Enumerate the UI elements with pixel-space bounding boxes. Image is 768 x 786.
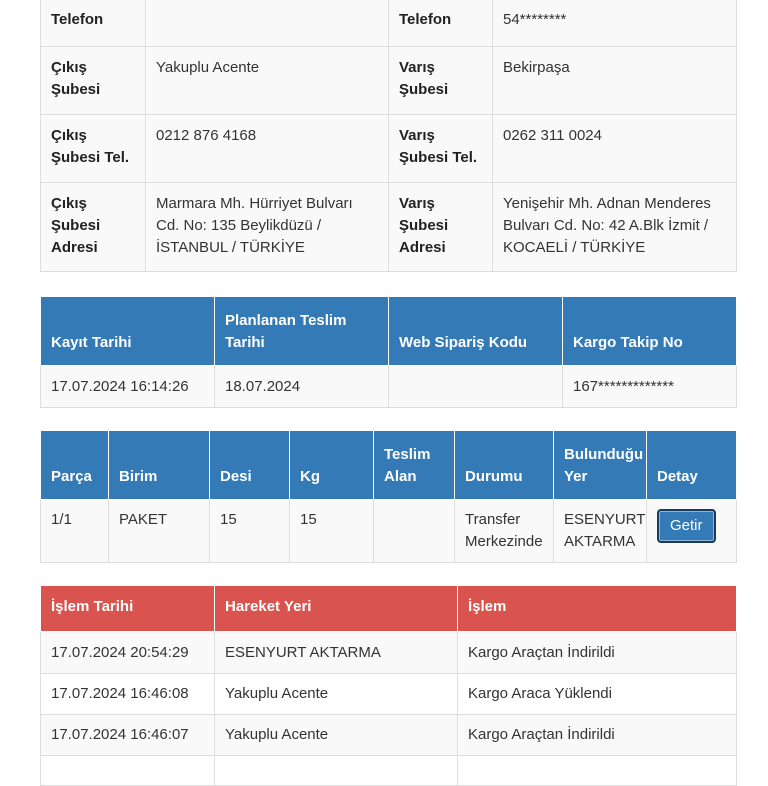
detail-cell [647,500,737,563]
tracking-no: 167************* [563,366,737,408]
table-row [41,715,737,756]
header-location: Bulunduğu Yer [554,431,647,500]
header-detail: Detay [647,431,737,500]
receiver-phone-value: 54******** [493,0,737,47]
status: Transfer Merkezinde [455,500,554,563]
movement-place: ESENYURT AKTARMA [215,632,458,674]
desi: 15 [210,500,290,563]
table-header-row [41,297,737,366]
location: ESENYURT AKTARMA [554,500,647,563]
table-row [41,366,737,408]
movements-table [40,585,737,786]
table-row [41,756,737,786]
receiver-phone-label: Telefon [389,0,493,47]
record-date: 17.07.2024 16:14:26 [41,366,215,408]
kg: 15 [290,500,374,563]
table-row [41,674,737,715]
arrival-branch-value: Bekirpaşa [493,47,737,115]
header-operation: İşlem [458,586,737,632]
arrival-branch-address-label: Varış Şubesi Adresi [389,183,493,272]
operation: Kargo Araçtan İndirildi [458,632,737,674]
header-record-date: Kayıt Tarihi [41,297,215,366]
header-desi: Desi [210,431,290,500]
unit: PAKET [109,500,210,563]
header-piece: Parça [41,431,109,500]
header-kg: Kg [290,431,374,500]
branch-info-table [40,0,737,272]
operation-date: 17.07.2024 16:46:07 [41,715,215,756]
table-row [41,632,737,674]
departure-branch-label: Çıkış Şubesi [41,47,146,115]
arrival-branch-address-value: Yenişehir Mh. Adnan Menderes Bulvarı Cd. No: 42 A.Blk İzmit / KOCAELİ / TÜRKİYE [493,183,737,272]
piece: 1/1 [41,500,109,563]
header-receiver: Teslim Alan [374,431,455,500]
departure-branch-address-value: Marmara Mh. Hürriyet Bulvarı Cd. No: 135 Beylikdüzü / İSTANBUL / TÜRKİYE [146,183,389,272]
web-order-code [389,366,563,408]
planned-delivery-date: 18.07.2024 [215,366,389,408]
table-row [41,183,737,272]
getir-button[interactable]: Getir [657,509,716,543]
header-tracking-no: Kargo Takip No [563,297,737,366]
table-header-row [41,586,737,632]
departure-branch-phone-value: 0212 876 4168 [146,115,389,183]
header-status: Durumu [455,431,554,500]
receiver [374,500,455,563]
departure-branch-value: Yakuplu Acente [146,47,389,115]
table-row [41,47,737,115]
operation-date: 17.07.2024 20:54:29 [41,632,215,674]
sender-phone-value [146,0,389,47]
shipment-table [40,296,737,408]
arrival-branch-phone-label: Varış Şubesi Tel. [389,115,493,183]
header-unit: Birim [109,431,210,500]
table-row [41,0,737,47]
parcels-table [40,430,737,563]
table-row [41,500,737,563]
header-operation-date: İşlem Tarihi [41,586,215,632]
arrival-branch-label: Varış Şubesi [389,47,493,115]
table-header-row [41,431,737,500]
departure-branch-address-label: Çıkış Şubesi Adresi [41,183,146,272]
departure-branch-phone-label: Çıkış Şubesi Tel. [41,115,146,183]
table-row [41,115,737,183]
operation-date: 17.07.2024 16:46:08 [41,674,215,715]
movement-place: Yakuplu Acente [215,715,458,756]
header-movement-place: Hareket Yeri [215,586,458,632]
sender-phone-label: Telefon [41,0,146,47]
movement-place: Yakuplu Acente [215,674,458,715]
arrival-branch-phone-value: 0262 311 0024 [493,115,737,183]
operation: Kargo Araçtan İndirildi [458,715,737,756]
header-web-order-code: Web Sipariş Kodu [389,297,563,366]
header-planned-delivery: Planlanan Teslim Tarihi [215,297,389,366]
operation: Kargo Araca Yüklendi [458,674,737,715]
